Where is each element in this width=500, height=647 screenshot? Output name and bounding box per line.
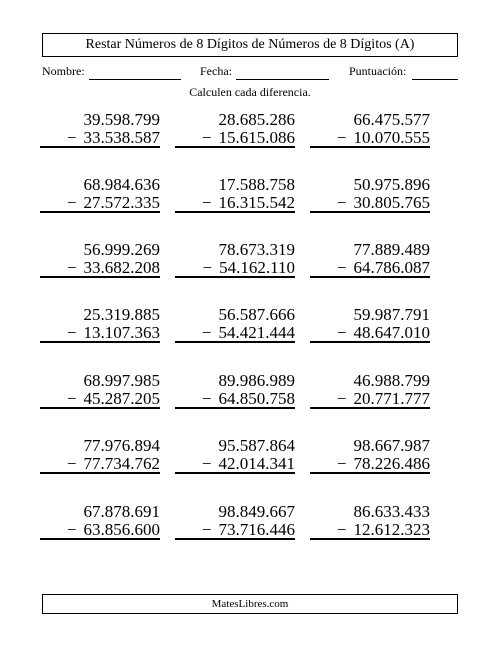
- minuend: 56.999.269: [83, 240, 160, 259]
- subtraction-problem: [40, 437, 160, 474]
- answer-line: [40, 455, 160, 474]
- subtraction-problem: [310, 503, 430, 540]
- subtrahend: 54.421.444: [218, 323, 295, 342]
- answer-line: [40, 259, 160, 278]
- minus-sign: −: [66, 520, 77, 539]
- subtraction-problem: [175, 503, 295, 540]
- minus-sign: −: [201, 389, 212, 408]
- instructions: Calculen cada diferencia.: [189, 85, 311, 99]
- subtrahend: 10.070.555: [353, 128, 430, 147]
- answer-line: [175, 521, 295, 540]
- minuend: 66.475.577: [353, 110, 430, 129]
- minus-sign: −: [66, 128, 77, 147]
- subtraction-problem: [310, 241, 430, 278]
- subtraction-problem: [175, 176, 295, 213]
- footer-box: [42, 594, 458, 614]
- minuend: 89.986.989: [218, 371, 295, 390]
- minuend: 68.984.636: [83, 175, 160, 194]
- minus-sign: −: [336, 128, 347, 147]
- minuend: 86.633.433: [353, 502, 430, 521]
- subtraction-problem: [310, 372, 430, 409]
- subtraction-problem: [310, 437, 430, 474]
- subtraction-problem: [175, 241, 295, 278]
- minuend: 39.598.799: [83, 110, 160, 129]
- subtrahend: 27.572.335: [83, 193, 160, 212]
- subtrahend: 54.162.110: [219, 258, 295, 277]
- minus-sign: −: [336, 389, 347, 408]
- answer-line: [310, 324, 430, 343]
- minus-sign: −: [202, 258, 213, 277]
- answer-line: [40, 324, 160, 343]
- answer-line: [175, 259, 295, 278]
- minus-sign: −: [66, 454, 77, 473]
- minuend: 68.997.985: [83, 371, 160, 390]
- minuend: 28.685.286: [218, 110, 295, 129]
- answer-line: [40, 194, 160, 213]
- minuend: 25.319.885: [83, 305, 160, 324]
- score-line: [412, 79, 458, 80]
- minus-sign: −: [201, 454, 212, 473]
- subtraction-problem: [175, 437, 295, 474]
- subtrahend: 77.734.762: [83, 454, 160, 473]
- subtrahend: 64.850.758: [218, 389, 295, 408]
- answer-line: [175, 324, 295, 343]
- subtraction-problem: [310, 176, 430, 213]
- answer-line: [175, 390, 295, 409]
- answer-line: [310, 194, 430, 213]
- subtraction-problem: [40, 241, 160, 278]
- subtrahend: 33.538.587: [83, 128, 160, 147]
- subtraction-problem: [40, 372, 160, 409]
- subtrahend: 48.647.010: [353, 323, 430, 342]
- subtrahend: 33.682.208: [83, 258, 160, 277]
- subtrahend: 63.856.600: [83, 520, 160, 539]
- answer-line: [310, 521, 430, 540]
- subtrahend: 13.107.363: [83, 323, 160, 342]
- answer-line: [175, 129, 295, 148]
- answer-line: [310, 129, 430, 148]
- subtrahend: 16.315.542: [218, 193, 295, 212]
- subtrahend: 78.226.486: [353, 454, 430, 473]
- minuend: 67.878.691: [83, 502, 160, 521]
- subtraction-problem: [175, 111, 295, 148]
- subtrahend: 45.287.205: [83, 389, 160, 408]
- subtraction-problem: [175, 306, 295, 343]
- minus-sign: −: [336, 454, 347, 473]
- minuend: 77.976.894: [83, 436, 160, 455]
- minuend: 59.987.791: [353, 305, 430, 324]
- subtrahend: 42.014.341: [218, 454, 295, 473]
- minus-sign: −: [66, 193, 77, 212]
- subtrahend: 20.771.777: [353, 389, 430, 408]
- worksheet-title-box: [42, 33, 458, 57]
- subtraction-problem: [40, 176, 160, 213]
- answer-line: [175, 455, 295, 474]
- subtrahend: 30.805.765: [353, 193, 430, 212]
- minuend: 98.667.987: [353, 436, 430, 455]
- minus-sign: −: [201, 323, 212, 342]
- minus-sign: −: [336, 193, 347, 212]
- subtraction-problem: [40, 503, 160, 540]
- answer-line: [40, 521, 160, 540]
- minus-sign: −: [66, 323, 77, 342]
- minus-sign: −: [336, 258, 347, 277]
- worksheet-title: Restar Números de 8 Dígitos de Números de 8 Dígitos (A): [85, 37, 415, 52]
- answer-line: [310, 259, 430, 278]
- subtrahend: 15.615.086: [218, 128, 295, 147]
- subtraction-problem: [310, 306, 430, 343]
- subtrahend: 73.716.446: [218, 520, 295, 539]
- subtraction-problem: [40, 306, 160, 343]
- name-label: Nombre:: [42, 64, 85, 78]
- subtraction-problem: [310, 111, 430, 148]
- minus-sign: −: [201, 193, 212, 212]
- minuend: 98.849.667: [218, 502, 295, 521]
- minuend: 46.988.799: [353, 371, 430, 390]
- minuend: 56.587.666: [218, 305, 295, 324]
- subtraction-problem: [175, 372, 295, 409]
- minus-sign: −: [66, 389, 77, 408]
- score-label: Puntuación:: [349, 64, 407, 78]
- date-line: [236, 79, 329, 80]
- date-label: Fecha:: [200, 64, 232, 78]
- minuend: 17.588.758: [218, 175, 295, 194]
- minus-sign: −: [336, 520, 347, 539]
- minus-sign: −: [201, 128, 212, 147]
- minus-sign: −: [201, 520, 212, 539]
- minuend: 77.889.489: [353, 240, 430, 259]
- answer-line: [40, 129, 160, 148]
- answer-line: [40, 390, 160, 409]
- minus-sign: −: [336, 323, 347, 342]
- name-line: [89, 79, 181, 80]
- answer-line: [175, 194, 295, 213]
- minus-sign: −: [66, 258, 77, 277]
- footer-text: MatesLibres.com: [211, 598, 289, 610]
- minuend: 95.587.864: [218, 436, 295, 455]
- answer-line: [310, 455, 430, 474]
- minuend: 78.673.319: [218, 240, 295, 259]
- subtrahend: 64.786.087: [353, 258, 430, 277]
- subtraction-problem: [40, 111, 160, 148]
- answer-line: [310, 390, 430, 409]
- minuend: 50.975.896: [353, 175, 430, 194]
- subtrahend: 12.612.323: [353, 520, 430, 539]
